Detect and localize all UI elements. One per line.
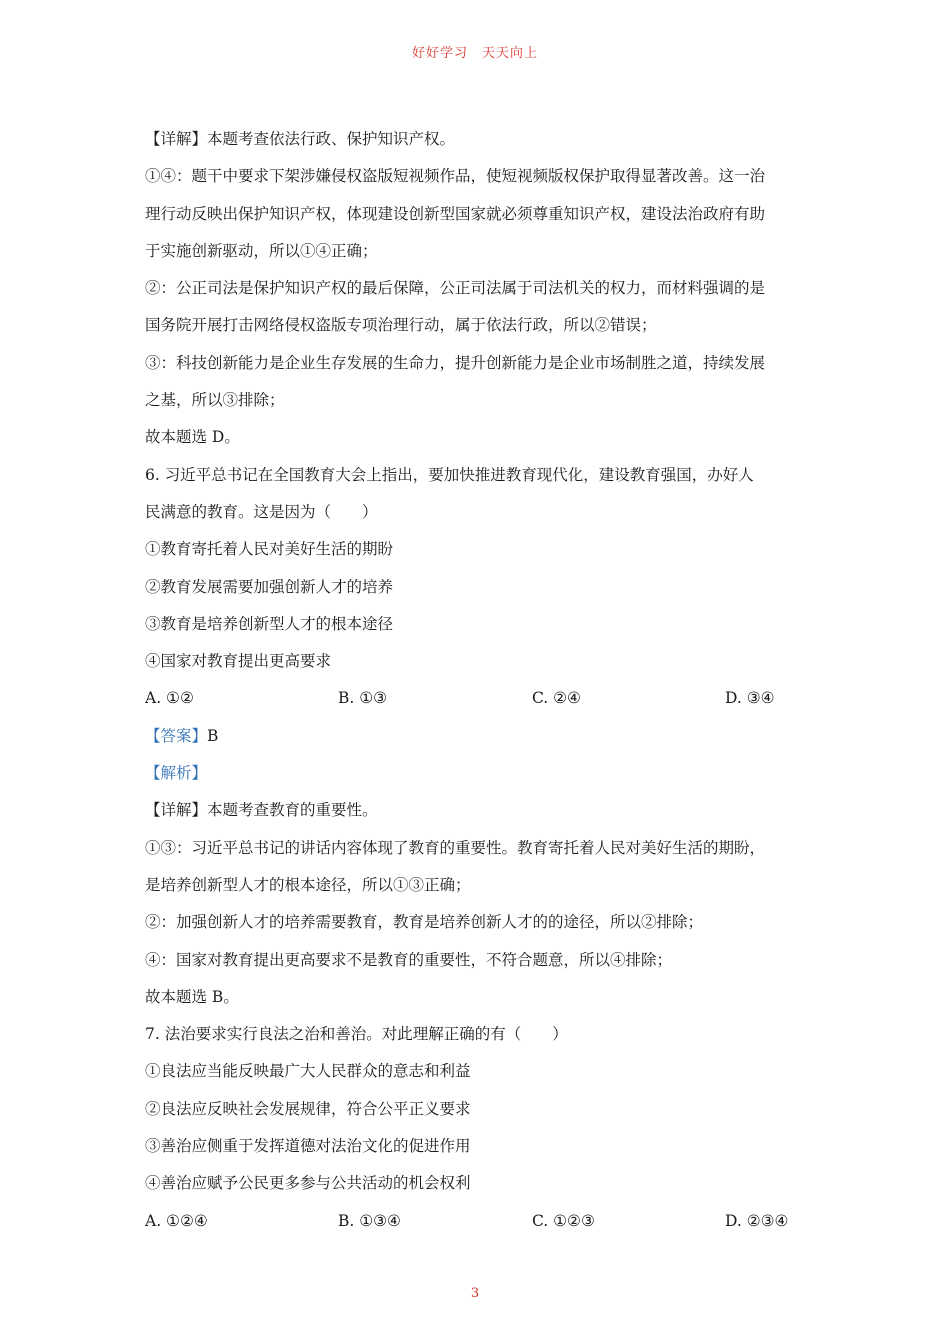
q5-detail-heading: 【详解】本题考查依法行政、保护知识产权。: [145, 130, 456, 148]
q6-statement-item: ②教育发展需要加强创新人才的培养: [145, 577, 394, 596]
q6-explanation-line: ②：加强创新人才的培养需要教育，教育是培养创新人才的的途径，所以②排除；: [145, 913, 704, 932]
q6-stem-line: 6. 习近平总书记在全国教育大会上指出，要加快推进教育现代化，建设教育强国，办好人: [145, 465, 754, 484]
q6-explanation-line: 是培养创新型人才的根本途径，所以①③正确；: [145, 875, 471, 894]
q5-conclusion: 故本题选 D。: [145, 428, 240, 447]
q5-explanation-line: ②：公正司法是保护知识产权的最后保障，公正司法属于司法机关的权力，而材料强调的是: [145, 279, 766, 298]
q7-option-c: C. ①②③: [532, 1211, 595, 1230]
page-number: 3: [470, 1286, 480, 1301]
q6-statement-item: ①教育寄托着人民对美好生活的期盼: [145, 540, 394, 559]
q6-statement-item: ③教育是培养创新型人才的根本途径: [145, 614, 394, 633]
q5-explanation-line: 于实施创新驱动，所以①④正确；: [145, 241, 378, 260]
q6-statement-item: ④国家对教育提出更高要求: [145, 652, 332, 671]
q6-option-a: A. ①②: [145, 689, 194, 708]
q7-option-a: A. ①②④: [145, 1211, 208, 1230]
q7-options-row: [145, 1203, 815, 1240]
q7-stem: 7. 法治要求实行良法之治和善治。对此理解正确的有（ ）: [145, 1025, 568, 1044]
q6-conclusion: 故本题选 B。: [145, 987, 239, 1006]
q6-answer-line: [145, 718, 815, 755]
q7-option-d: D. ②③④: [725, 1211, 789, 1230]
q7-statement-item: ④善治应赋予公民更多参与公共活动的机会权利: [145, 1174, 471, 1193]
document-body: [145, 121, 815, 1240]
q7-statement-item: ③善治应侧重于发挥道德对法治文化的促进作用: [145, 1137, 471, 1156]
q6-options-row: [145, 680, 815, 717]
q6-detail-heading: 【详解】本题考查教育的重要性。: [145, 801, 378, 820]
page-header: 好好学习 天天向上: [411, 46, 538, 61]
q5-explanation-line: ③：科技创新能力是企业生存发展的生命力，提升创新能力是企业市场制胜之道，持续发展: [145, 353, 766, 372]
q5-explanation-line: 国务院开展打击网络侵权盗版专项治理行动，属于依法行政，所以②错误；: [145, 316, 657, 335]
q5-explanation-line: 理行动反映出保护知识产权，体现建设创新型国家就必须尊重知识产权，建设法治政府有助: [145, 204, 766, 223]
q6-explanation-line: ①③：习近平总书记的讲话内容体现了教育的重要性。教育寄托着人民对美好生活的期盼，: [145, 838, 766, 857]
q7-statement-item: ①良法应当能反映最广大人民群众的意志和利益: [145, 1062, 471, 1081]
analysis-tag: 【解析】: [145, 764, 208, 783]
q7-option-b: B. ①③④: [338, 1211, 401, 1230]
q6-option-c: C. ②④: [532, 689, 581, 708]
answer-value: B: [207, 726, 219, 745]
q6-option-d: D. ③④: [725, 689, 775, 708]
q6-explanation-line: ④：国家对教育提出更高要求不是教育的重要性，不符合题意，所以④排除；: [145, 950, 673, 969]
q5-explanation-line: ①④：题干中要求下架涉嫌侵权盗版短视频作品，使短视频版权保护取得显著改善。这一治: [145, 167, 766, 186]
q6-stem-line: 民满意的教育。这是因为（ ）: [145, 502, 378, 521]
q6-option-b: B. ①③: [338, 689, 388, 708]
q5-explanation-line: 之基，所以③排除；: [145, 391, 285, 410]
answer-tag: 【答案】: [145, 726, 208, 745]
q7-statement-item: ②良法应反映社会发展规律，符合公平正义要求: [145, 1099, 471, 1118]
